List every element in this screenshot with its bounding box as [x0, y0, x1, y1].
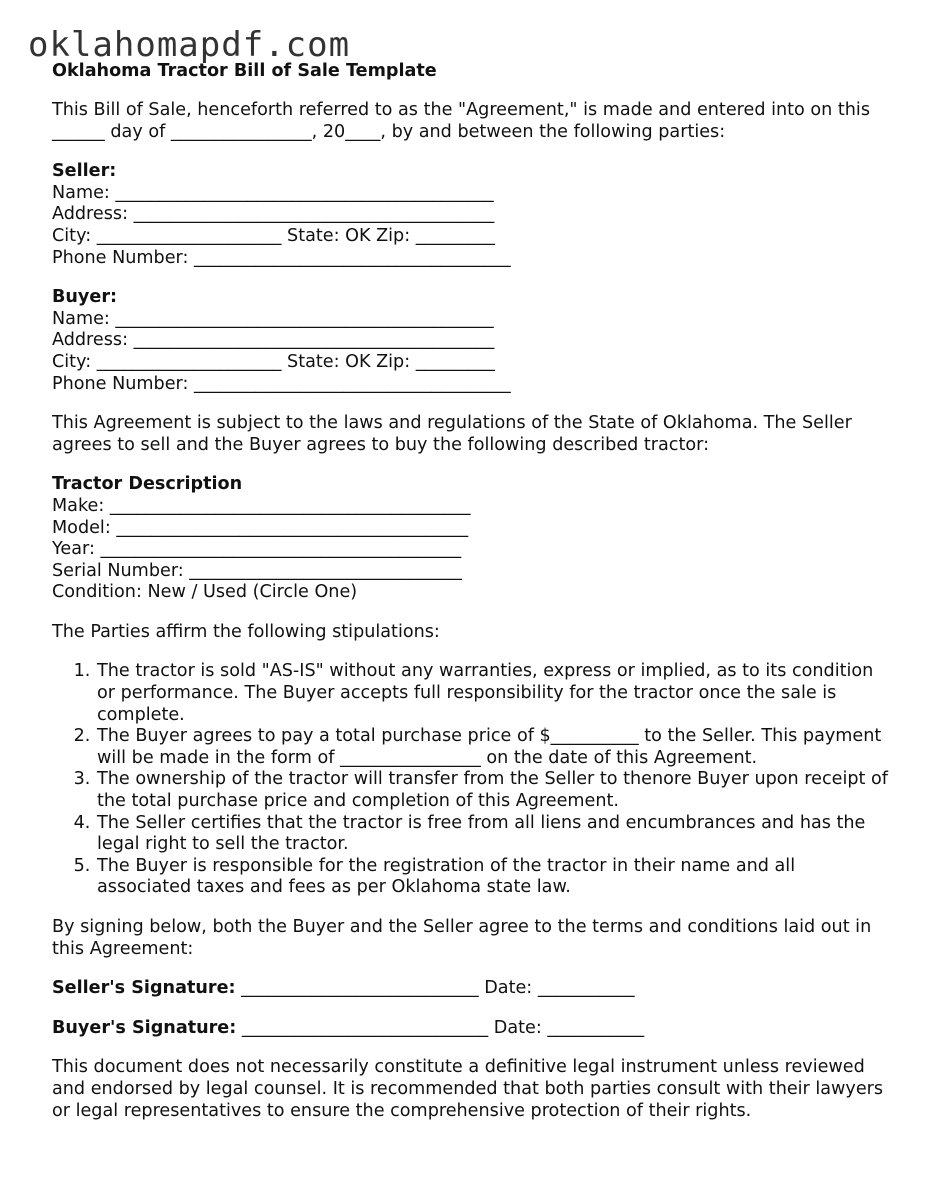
- tractor-year-field: Year: _________________________________________: [52, 539, 462, 560]
- stipulation-item: 1. The tractor is sold "AS-IS" without any warranties, express or implied, as to its condition or performance. The Buyer accepts full responsibility for the tractor once the sale is complete.: [96, 661, 892, 726]
- buyer-address-field: Address: _________________________________________: [52, 330, 495, 351]
- buyer-signature-label: Buyer's Signature:: [52, 1017, 237, 1038]
- seller-phone-field: Phone Number: ____________________________________: [52, 247, 511, 268]
- signing-paragraph: By signing below, both the Buyer and the Seller agree to the terms and conditions laid out in this Agreement:: [52, 917, 872, 959]
- seller-signature-label: Seller's Signature:: [52, 978, 236, 999]
- stipulation-item: 4. The Seller certifies that the tractor is free from all liens and encumbrances and has the legal right to sell the tractor.: [96, 813, 892, 856]
- tractor-section: [52, 474, 892, 604]
- seller-city-field: City: _____________________ State: OK Zip: _________: [52, 225, 495, 246]
- buyer-section: [52, 287, 892, 395]
- document-body: [52, 60, 892, 1140]
- seller-section: [52, 161, 892, 269]
- seller-signature-blank: ___________________________ Date: ___________: [235, 978, 635, 999]
- buyer-signature-blank: ____________________________ Date: ___________: [236, 1017, 645, 1038]
- stipulation-item: 3. The ownership of the tractor will transfer from the Seller to thenore Buyer upon receipt of the total purchase price and completion of this Agreement.: [96, 769, 892, 812]
- stipulation-item: 2. The Buyer agrees to pay a total purchase price of $__________ to the Seller. This payment will be made in the form of ________________ on the date of this Agreement.: [96, 726, 892, 769]
- watermark: oklahomapdf.com: [28, 25, 351, 65]
- buyer-signature-line: [52, 1018, 892, 1040]
- buyer-name-field: Name: ___________________________________________: [52, 308, 494, 329]
- seller-address-field: Address: _________________________________________: [52, 204, 495, 225]
- stipulations-intro: The Parties affirm the following stipulations:: [52, 621, 440, 642]
- buyer-city-field: City: _____________________ State: OK Zip: _________: [52, 351, 495, 372]
- document-title: Oklahoma Tractor Bill of Sale Template: [52, 61, 437, 81]
- disclaimer-paragraph: This document does not necessarily constitute a definitive legal instrument unless reviewed and endorsed by legal counsel. It is recommended that both parties consult with their lawyers or legal representatives to ensure the comprehensive protection of their rights.: [52, 1057, 884, 1121]
- seller-heading: Seller:: [52, 161, 117, 182]
- agreement-paragraph: This Agreement is subject to the laws and regulations of the State of Oklahoma. The Seller agrees to sell and the Buyer agrees to buy the following described tractor:: [52, 413, 852, 455]
- seller-signature-line: [52, 978, 892, 1000]
- tractor-model-field: Model: ________________________________________: [52, 517, 469, 538]
- stipulation-item: 5. The Buyer is responsible for the registration of the tractor in their name and all associated taxes and fees as per Oklahoma state law.: [96, 856, 892, 899]
- stipulations-list: [52, 661, 892, 899]
- tractor-serial-field: Serial Number: _______________________________: [52, 560, 462, 581]
- tractor-condition-field: Condition: New / Used (Circle One): [52, 582, 358, 603]
- tractor-heading: Tractor Description: [52, 474, 243, 495]
- buyer-heading: Buyer:: [52, 287, 118, 308]
- seller-name-field: Name: ___________________________________________: [52, 182, 494, 203]
- tractor-make-field: Make: _________________________________________: [52, 495, 471, 516]
- buyer-phone-field: Phone Number: ____________________________________: [52, 373, 511, 394]
- intro-paragraph: This Bill of Sale, henceforth referred to as the "Agreement," is made and entered into on this ______ day of ________________, 20____, by and between the following parties:: [52, 100, 870, 142]
